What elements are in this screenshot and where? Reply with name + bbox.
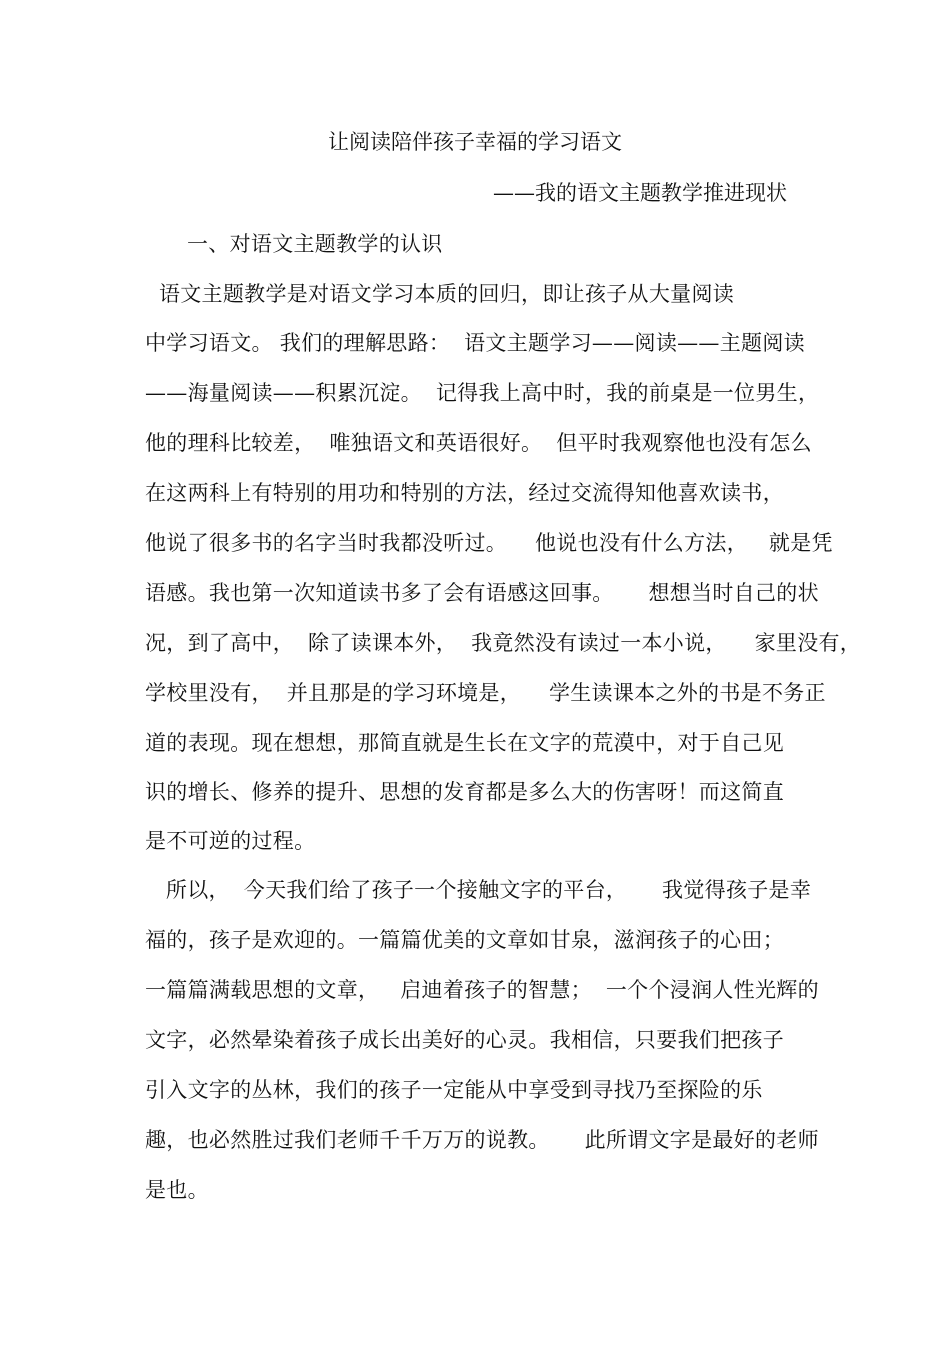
paragraph-line: 福的，孩子是欢迎的。一篇篇优美的文章如甘泉，滋润孩子的心田； (145, 928, 784, 952)
paragraph-line: 引入文字的丛林，我们的孩子一定能从中享受到寻找乃至探险的乐 (145, 1078, 763, 1102)
section-heading: 一、对语文主题教学的认识 (187, 232, 443, 256)
paragraph-line: 是不可逆的过程。 (145, 829, 316, 853)
paragraph-line: 他说了很多书的名字当时我都没听过。 他说也没有什么方法， 就是凭 (145, 531, 833, 555)
paragraph-line: 语感。我也第一次知道读书多了会有语感这回事。 想想当时自己的状 (145, 581, 819, 605)
paragraph-line: 一篇篇满载思想的文章， 启迪着孩子的智慧； 一个个浸润人性光辉的 (145, 978, 819, 1002)
paragraph-line: ——海量阅读——积累沉淀。 记得我上高中时，我的前桌是一位男生， (145, 381, 820, 405)
paragraph-line: 他的理科比较差， 唯独语文和英语很好。 但平时我观察他也没有怎么 (145, 431, 812, 455)
paragraph-line: 道的表现。现在想想，那简直就是生长在文字的荒漠中，对于自己见 (145, 731, 784, 755)
document-title: 让阅读陪伴孩子幸福的学习语文 (328, 130, 622, 154)
paragraph-line: 中学习语文。 我们的理解思路： 语文主题学习——阅读——主题阅读 (145, 331, 805, 355)
paragraph-line: 趣，也必然胜过我们老师千千万万的说教。 此所谓文字是最好的老师 (145, 1128, 819, 1152)
paragraph-line: 语文主题教学是对语文学习本质的回归，即让孩子从大量阅读 (145, 282, 735, 306)
paragraph-line: 是也。 (145, 1178, 209, 1202)
paragraph-line: 识的增长、修养的提升、思想的发育都是多么大的伤害呀！而这简直 (145, 780, 784, 804)
paragraph-line: 所以， 今天我们给了孩子一个接触文字的平台， 我觉得孩子是幸 (145, 878, 812, 902)
paragraph-line: 文字，必然晕染着孩子成长出美好的心灵。我相信，只要我们把孩子 (145, 1028, 784, 1052)
document-subtitle: ——我的语文主题教学推进现状 (493, 181, 787, 205)
paragraph-line: 在这两科上有特别的用功和特别的方法，经过交流得知他喜欢读书， (145, 481, 784, 505)
paragraph-line: 学校里没有， 并且那是的学习环境是， 学生读课本之外的书是不务正 (145, 681, 826, 705)
paragraph-line: 况，到了高中， 除了读课本外， 我竟然没有读过一本小说， 家里没有， (145, 631, 862, 655)
